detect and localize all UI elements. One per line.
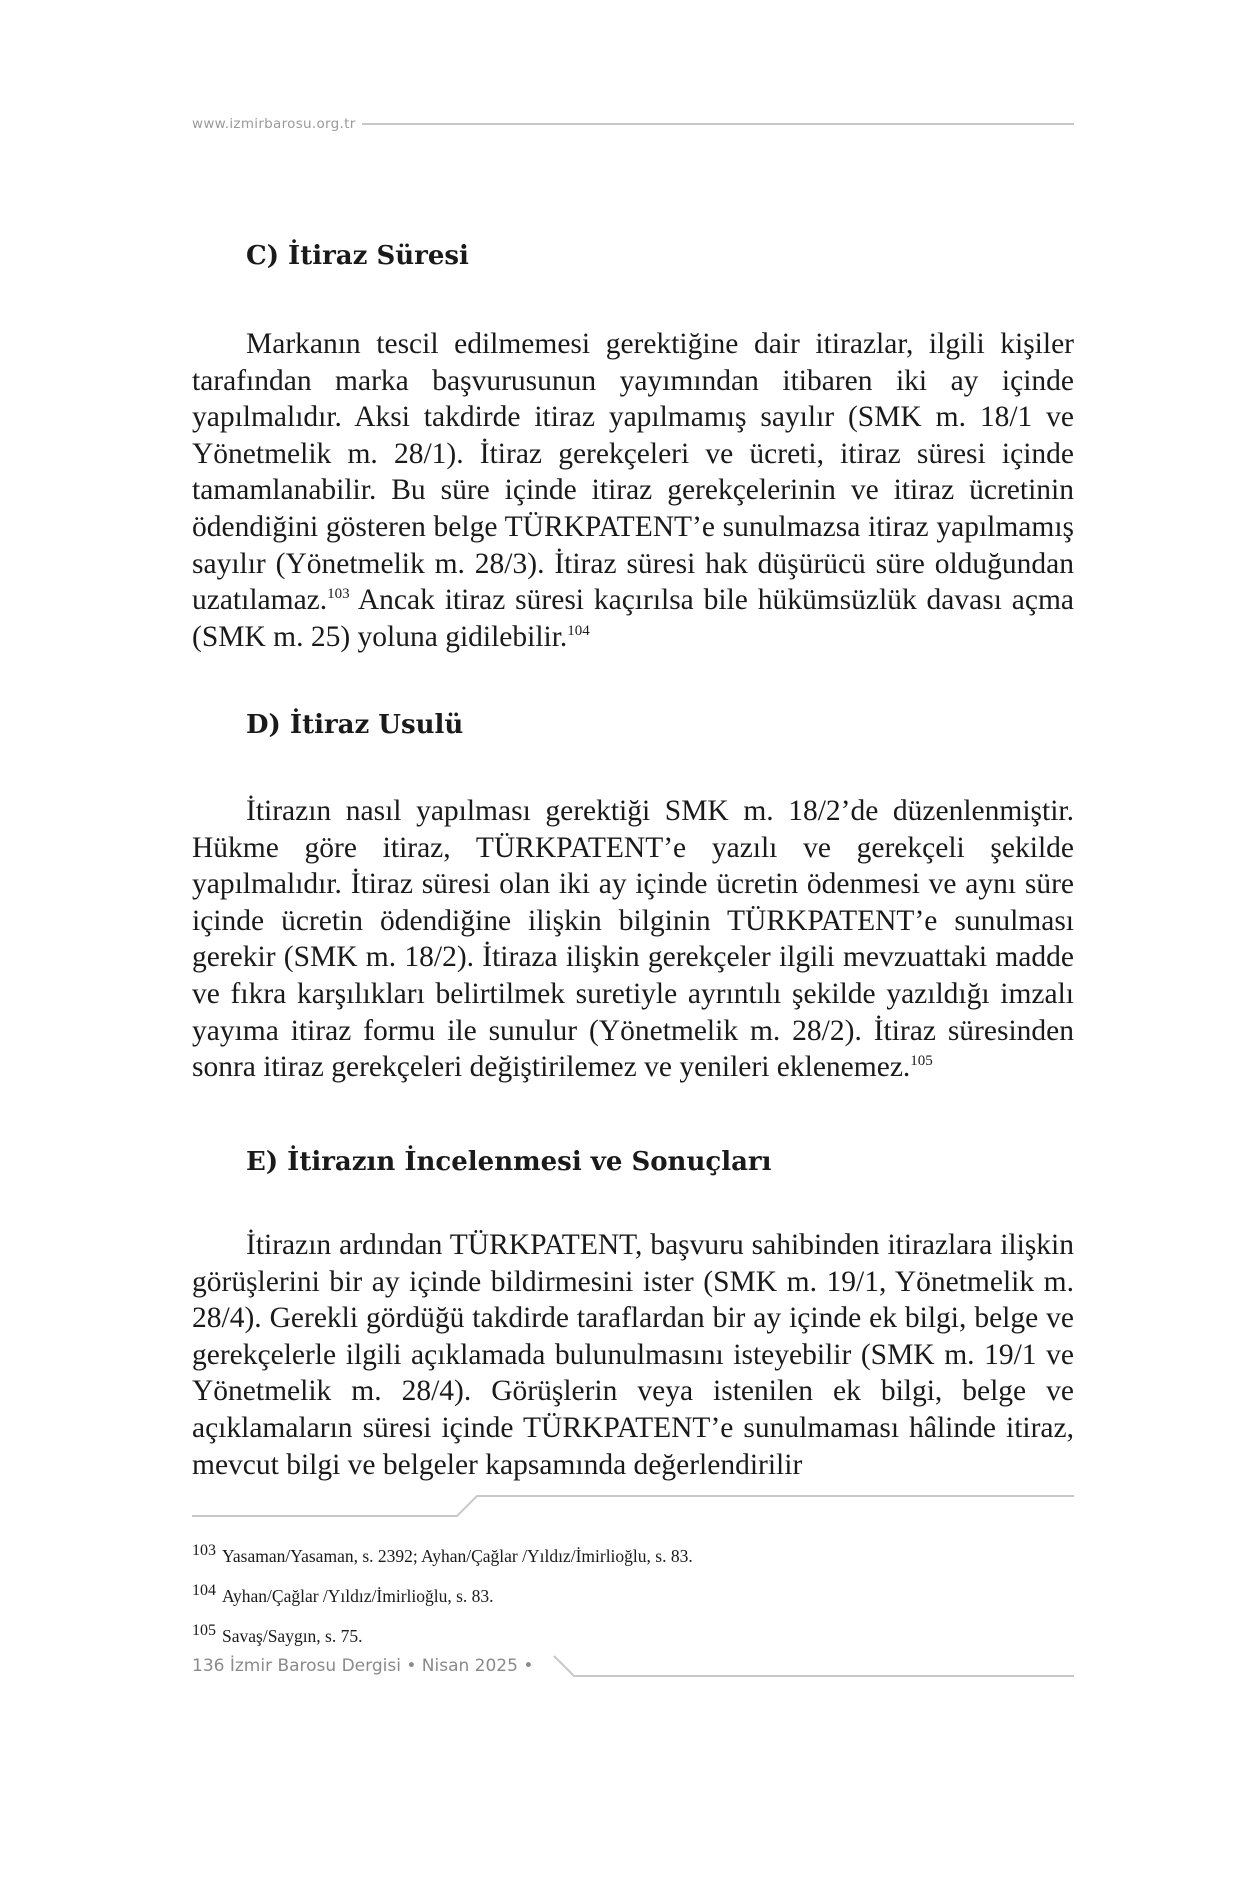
footer-text: 136 İzmir Barosu Dergisi • Nisan 2025 •: [192, 1656, 534, 1676]
footnote-text: Ayhan/Çağlar /Yıldız/İmirlioğlu, s. 83.: [222, 1586, 494, 1606]
footnote-ref-104[interactable]: 104: [567, 622, 590, 639]
section-paragraph-e: [192, 1227, 1074, 1483]
footnote-text: Yasaman/Yasaman, s. 2392; Ayhan/Çağlar /Yıldız/İmirlioğlu, s. 83.: [222, 1546, 693, 1566]
paragraph-text: İtirazın nasıl yapılması gerektiği SMK m. 18/2’de düzenlenmiştir. Hükme göre itiraz, TÜRKPATENT’e yazılı ve gerekçeli şekilde yapılmalıdır. İtiraz süresi olan iki ay içinde ücretin ödenmesi ve aynı süre içinde ücretin ödendiğine ilişkin bilginin TÜRKPATENT’e sunulması gerekir (SMK m. 18/2). İtiraza ilişkin gerekçeler ilgili mevzuattaki madde ve fıkra karşılıkları belirtilmek suretiyle ayrıntılı şekilde yazıldığı imzalı yayıma itiraz formu ile sunulur (Yönetmelik m. 28/2). İtiraz süresinden sonra itiraz gerekçeleri değiştirilemez ve yenileri eklenemez.: [192, 795, 1074, 1084]
page-header: [192, 113, 1074, 135]
section-heading-d: D) İtiraz Usulü: [246, 710, 464, 740]
page-footer: [192, 1654, 1074, 1682]
footnotes: [192, 1536, 1074, 1656]
footnote-separator: [192, 1494, 1074, 1518]
header-rule: [362, 123, 1074, 125]
paragraph-text: İtirazın ardından TÜRKPATENT, başvuru sahibinden itirazlara ilişkin görüşlerini bir ay içinde bildirmesini ister (SMK m. 19/1, Yönetmelik m. 28/4). Gerekli gördüğü takdirde taraflardan bir ay içinde ek bilgi, belge ve gerekçelerle ilgili açıklamada bulunulmasını isteyebilir (SMK m. 19/1 ve Yönetmelik m. 28/4). Görüşlerin veya istenilen ek bilgi, belge ve açıklamaların süresi içinde TÜRKPATENT’e sunulmaması hâlinde itiraz, mevcut bilgi ve belgeler kapsamında değerlendirilir: [192, 1229, 1074, 1481]
paragraph-text: Markanın tescil edilmemesi gerektiğine dair itirazlar, ilgili kişiler tarafından marka başvurusunun yayımından itibaren iki ay içinde yapılmalıdır. Aksi takdirde itiraz yapılmamış sayılır (SMK m. 18/1 ve Yönetmelik m. 28/1). İtiraz gerekçeleri ve ücreti, itiraz süresi içinde tamamlanabilir. Bu süre içinde itiraz gerekçelerinin ve itiraz ücretinin ödendiğini gösteren belge TÜRKPATENT’e sunulmazsa itiraz yapılmamış sayılır (Yönetmelik m. 28/3). İtiraz süresi hak düşürücü süre olduğundan uzatılamaz.: [192, 328, 1074, 617]
footnote-ref-105[interactable]: 105: [910, 1053, 933, 1070]
header-url[interactable]: www.izmirbarosu.org.tr: [192, 116, 356, 132]
footnote-number: 105: [192, 1622, 216, 1639]
section-heading-e: E) İtirazın İncelenmesi ve Sonuçları: [246, 1147, 772, 1177]
footnote-ref-103[interactable]: 103: [327, 586, 350, 603]
paragraph-text: Ancak itiraz süresi kaçırılsa bile hükümsüzlük davası açma (SMK m. 25) yoluna gidilebilir.: [192, 584, 1074, 653]
footnote-number: 103: [192, 1542, 216, 1559]
section-heading-c: C) İtiraz Süresi: [246, 241, 469, 271]
section-paragraph-c: [192, 326, 1074, 655]
footnote-105: [192, 1616, 1074, 1656]
section-paragraph-d: [192, 793, 1074, 1086]
footnote-104: [192, 1576, 1074, 1616]
footnote-number: 104: [192, 1582, 216, 1599]
footnote-103: [192, 1536, 1074, 1576]
footnote-text: Savaş/Saygın, s. 75.: [222, 1626, 363, 1646]
